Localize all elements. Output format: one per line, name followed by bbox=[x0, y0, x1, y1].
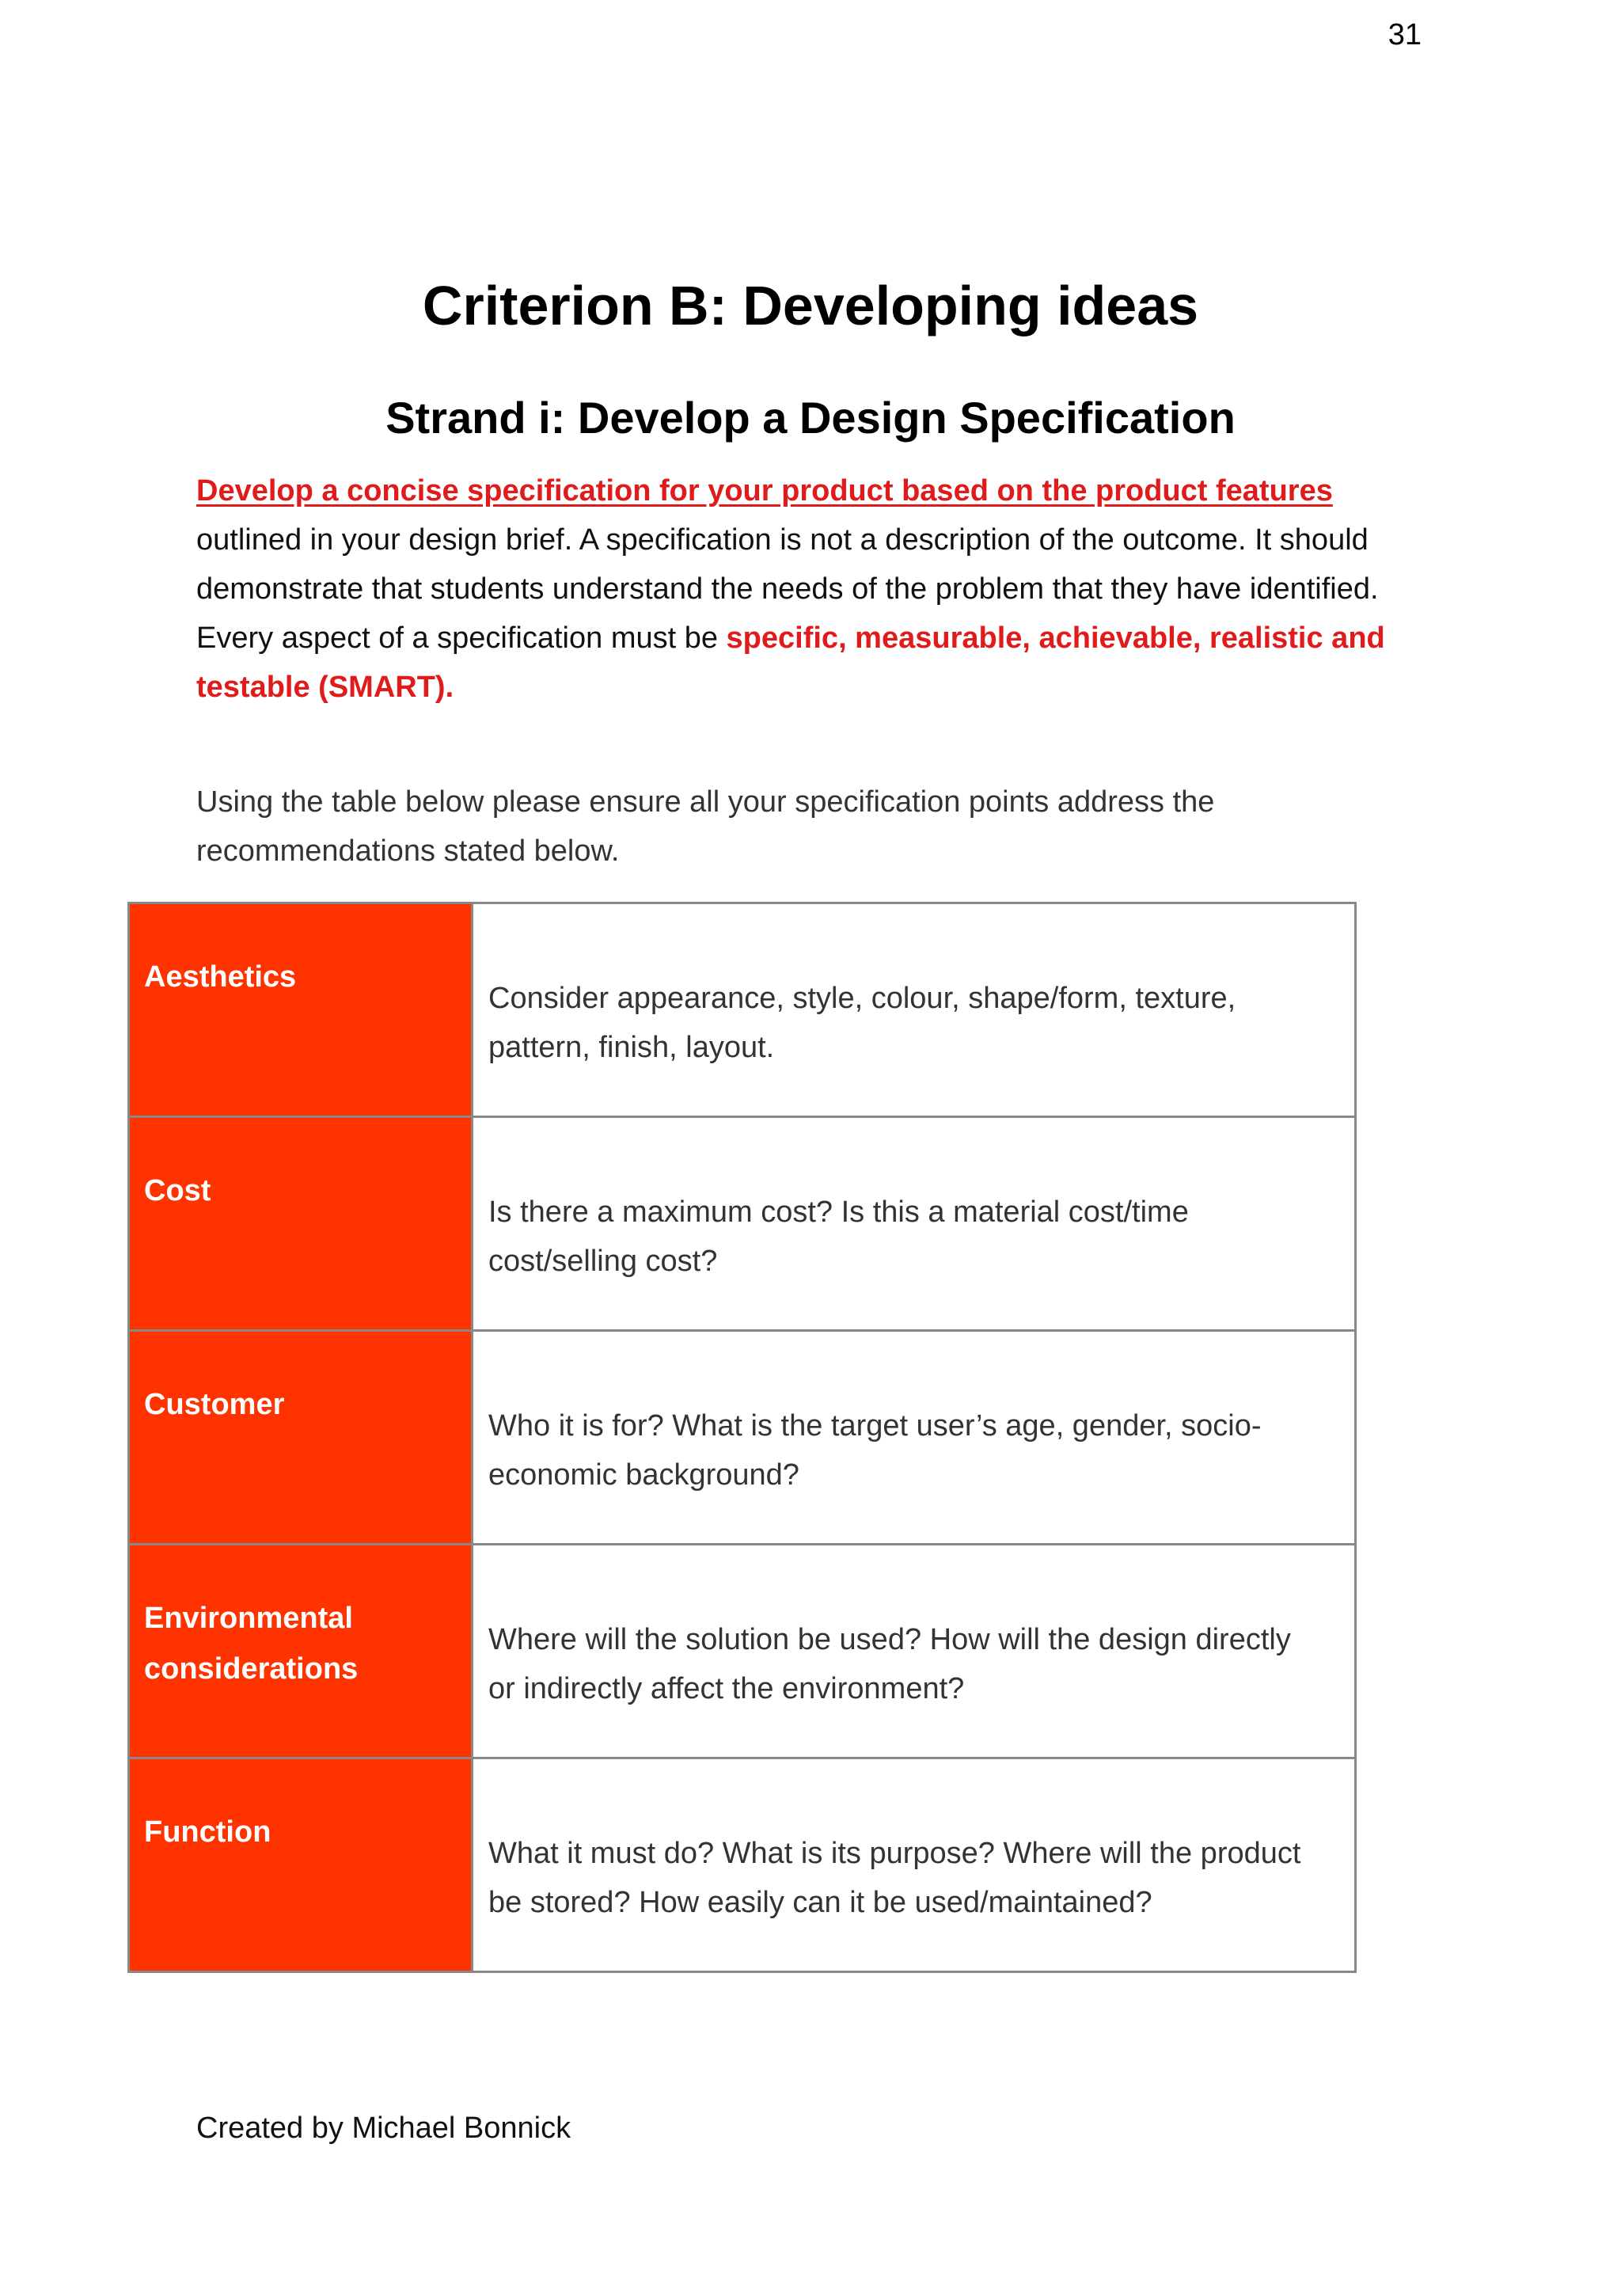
table-row bbox=[129, 1545, 1356, 1758]
page-title: Criterion B: Developing ideas bbox=[422, 275, 1199, 336]
intro-body-text: outlined in your design brief. A specification is not a description of the outcome. It should demonstrate that students understand the needs of the problem that they have identified. Every aspect of a specification must be bbox=[196, 523, 1379, 655]
specification-table bbox=[127, 902, 1357, 1973]
row-description: Is there a maximum cost? Is this a material cost/time cost/selling cost? bbox=[473, 1117, 1356, 1331]
page-number: 31 bbox=[1388, 18, 1422, 51]
page-subtitle: Strand i: Develop a Design Specification bbox=[385, 393, 1236, 443]
row-description: Who it is for? What is the target user’s age, gender, socio-economic background? bbox=[473, 1331, 1356, 1545]
table-row bbox=[129, 1117, 1356, 1331]
instructions-paragraph: Using the table below please ensure all your specification points address the recommendations stated below. bbox=[196, 785, 1215, 868]
table-row bbox=[129, 1331, 1356, 1545]
row-description: What it must do? What is its purpose? Where will the product be stored? How easily can it be used/maintained? bbox=[473, 1758, 1356, 1972]
intro-paragraph bbox=[196, 466, 1431, 712]
row-label: Aesthetics bbox=[129, 903, 473, 1117]
row-label: Customer bbox=[129, 1331, 473, 1545]
table-row bbox=[129, 1758, 1356, 1972]
specification-link[interactable]: Develop a concise specification for your product based on the product features bbox=[196, 474, 1333, 507]
footer-credit: Created by Michael Bonnick bbox=[196, 2112, 571, 2145]
row-label: Environmental considerations bbox=[129, 1545, 473, 1758]
smart-emphasis-text: specific, measurable, achievable, realistic and testable (SMART). bbox=[196, 622, 1385, 704]
row-description: Where will the solution be used? How will the design directly or indirectly affect the environment? bbox=[473, 1545, 1356, 1758]
row-label: Cost bbox=[129, 1117, 473, 1331]
row-description: Consider appearance, style, colour, shape/form, texture, pattern, finish, layout. bbox=[473, 903, 1356, 1117]
row-label: Function bbox=[129, 1758, 473, 1972]
table-row bbox=[129, 903, 1356, 1117]
